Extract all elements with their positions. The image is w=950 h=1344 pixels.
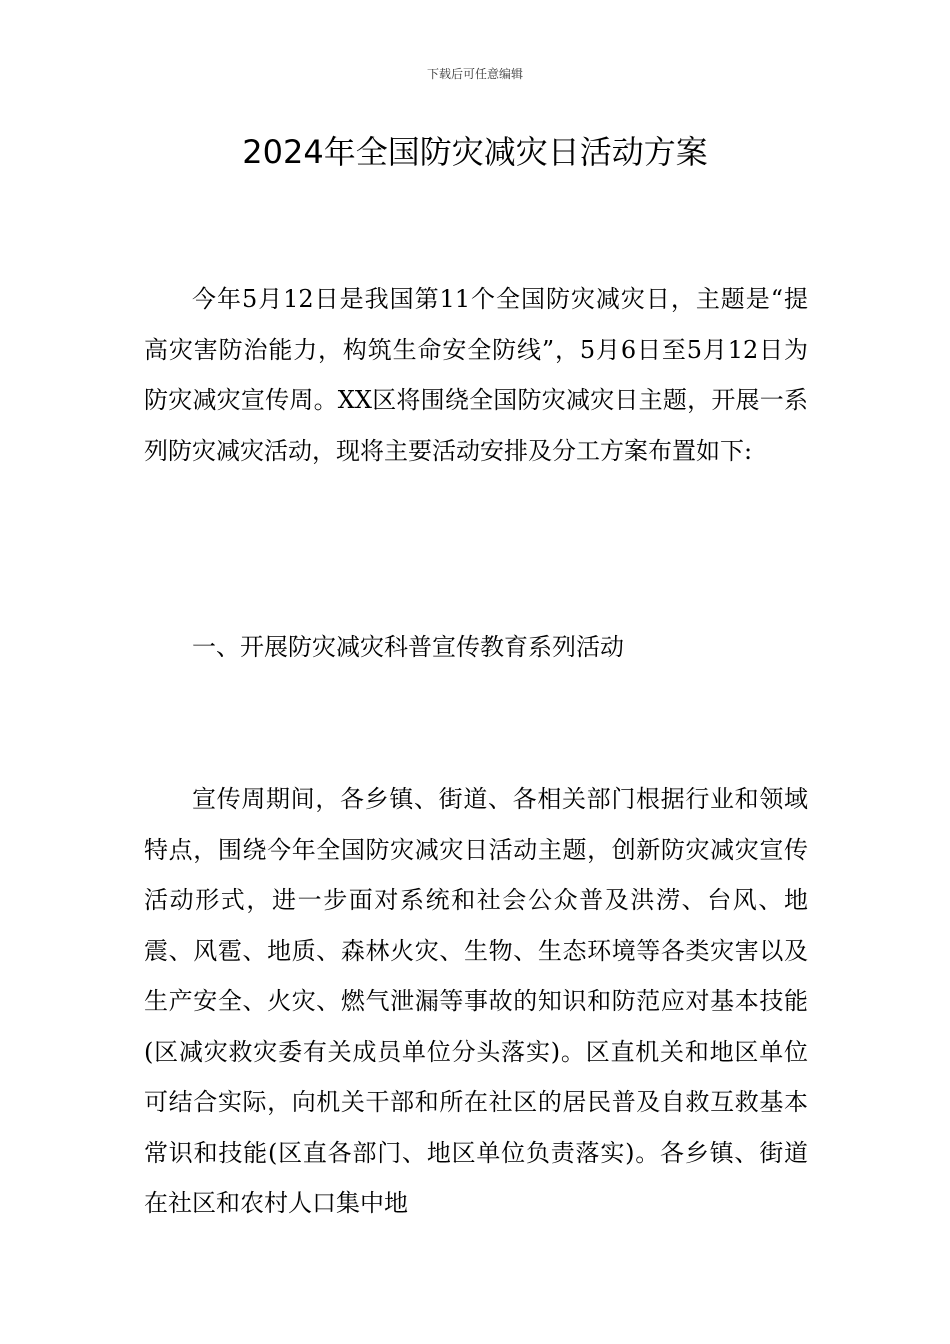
document-title: 2024年全国防灾减灾日活动方案 bbox=[242, 133, 708, 171]
section-heading-1: 一、开展防灾减灾科普宣传教育系列活动 bbox=[192, 633, 624, 661]
intro-paragraph: 今年5月12日是我国第11个全国防灾减灾日，主题是“提高灾害防治能力，构筑生命安全防线”，5月6日至5月12日为防灾减灾宣传周。XX区将围绕全国防灾减灾日主题，开展一系列防灾减灾活动，现将主要活动安排及分工方案布置如下: bbox=[144, 285, 808, 465]
section-1-paragraph: 宣传周期间，各乡镇、街道、各相关部门根据行业和领域特点，围绕今年全国防灾减灾日活动主题，创新防灾减灾宣传活动形式，进一步面对系统和社会公众普及洪涝、台风、地震、风雹、地质、森林火灾、生物、生态环境等各类灾害以及生产安全、火灾、燃气泄漏等事故的知识和防范应对基本技能(区减灾救灾委有关成员单位分头落实)。区直机关和地区单位可结合实际，向机关干部和所在社区的居民普及自救互救基本常识和技能(区直各部门、地区单位负责落实)。各乡镇、街道在社区和农村人口集中地 bbox=[144, 785, 808, 1217]
header-note: 下载后可任意编辑 bbox=[426, 67, 523, 81]
